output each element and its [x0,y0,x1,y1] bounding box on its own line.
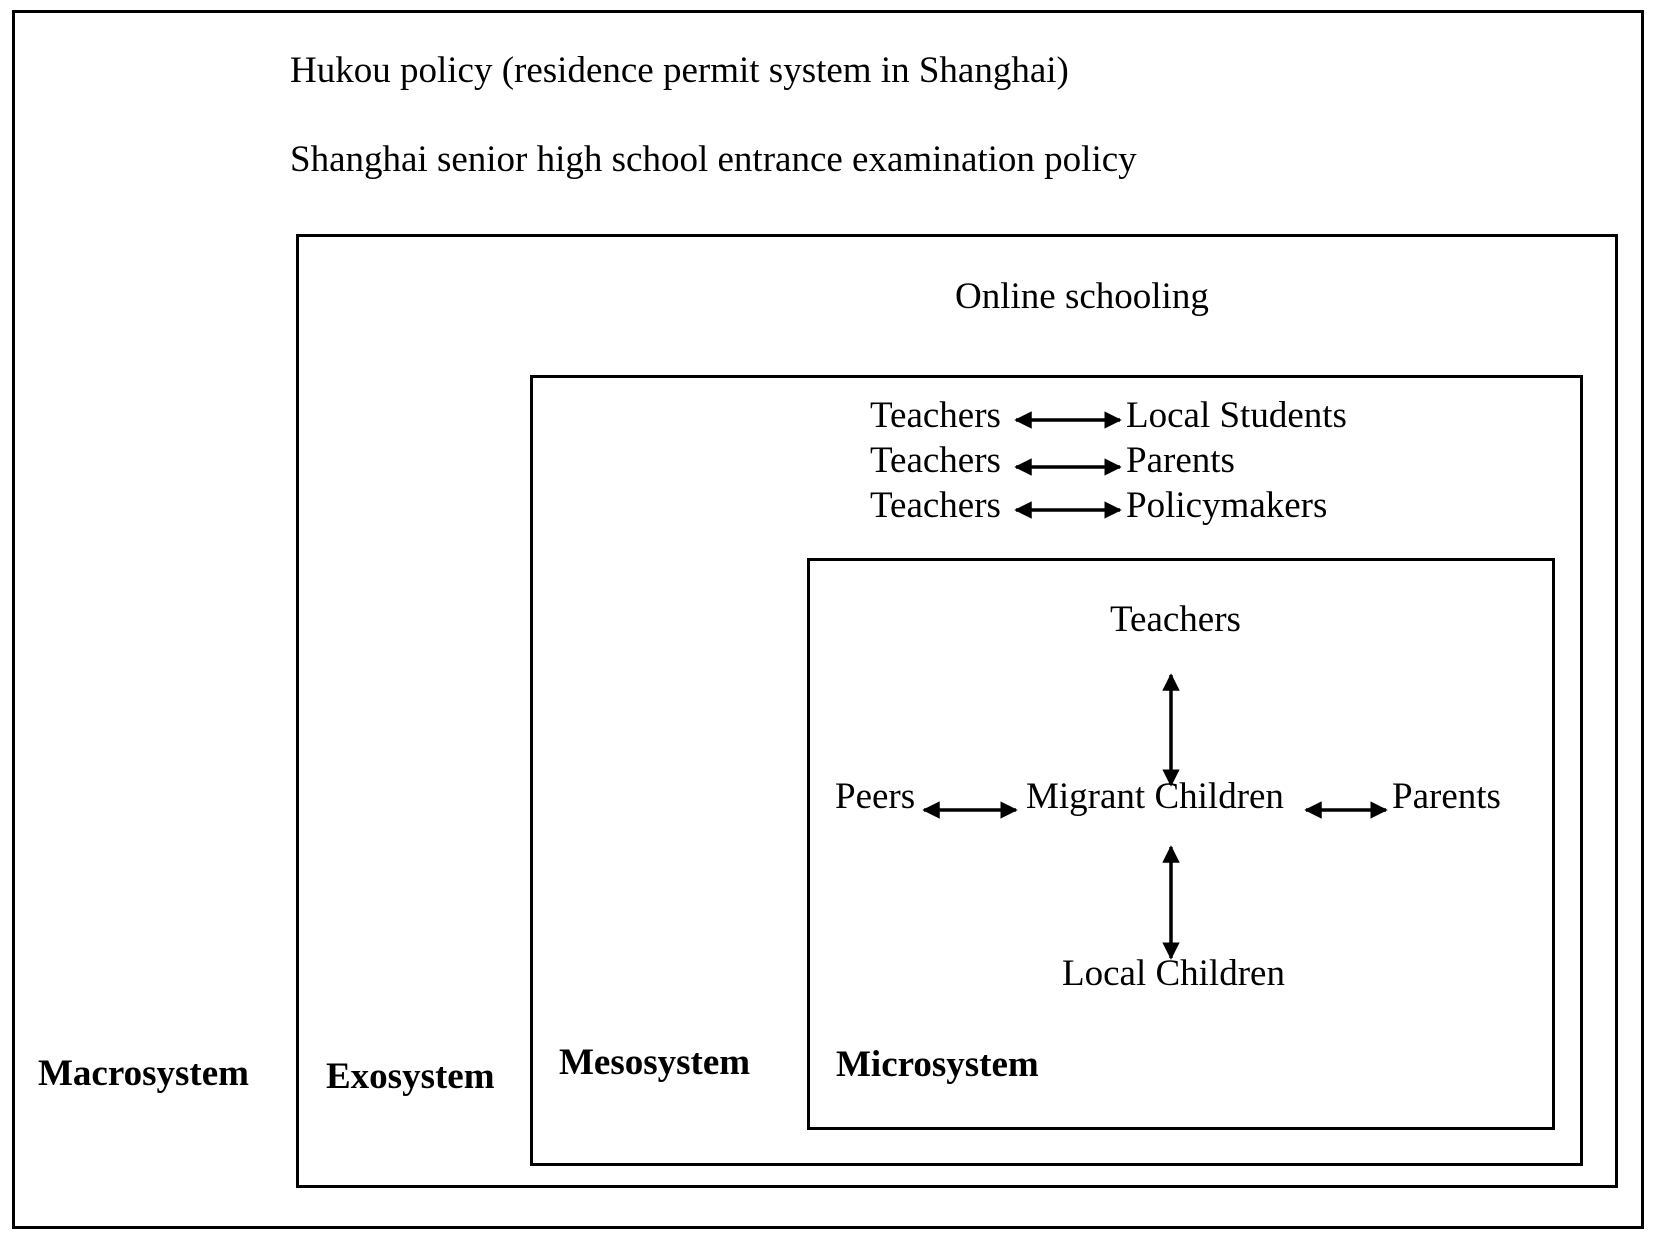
macrosystem-label: Macrosystem [38,1053,249,1094]
mesosystem-link-1-right: Local Students [1126,395,1347,436]
exosystem-online-schooling: Online schooling [955,276,1209,317]
mesosystem-link-3-right: Policymakers [1126,485,1328,526]
mesosystem-link-3-left: Teachers [870,485,1001,526]
microsystem-node-peers: Peers [835,776,916,817]
microsystem-node-parents: Parents [1392,776,1501,817]
macrosystem-policy-entrance-exam: Shanghai senior high school entrance examination policy [290,139,1137,180]
mesosystem-label: Mesosystem [559,1042,751,1083]
microsystem-label: Microsystem [836,1044,1039,1085]
microsystem-node-migrant-children: Migrant Children [1026,776,1284,817]
exosystem-label: Exosystem [326,1056,495,1097]
mesosystem-link-1-left: Teachers [870,395,1001,436]
macrosystem-policy-hukou: Hukou policy (residence permit system in Shanghai) [290,50,1069,91]
mesosystem-link-2-left: Teachers [870,440,1001,481]
microsystem-node-teachers: Teachers [1110,599,1241,640]
mesosystem-link-2-right: Parents [1126,440,1235,481]
microsystem-node-local-children: Local Children [1062,953,1285,994]
